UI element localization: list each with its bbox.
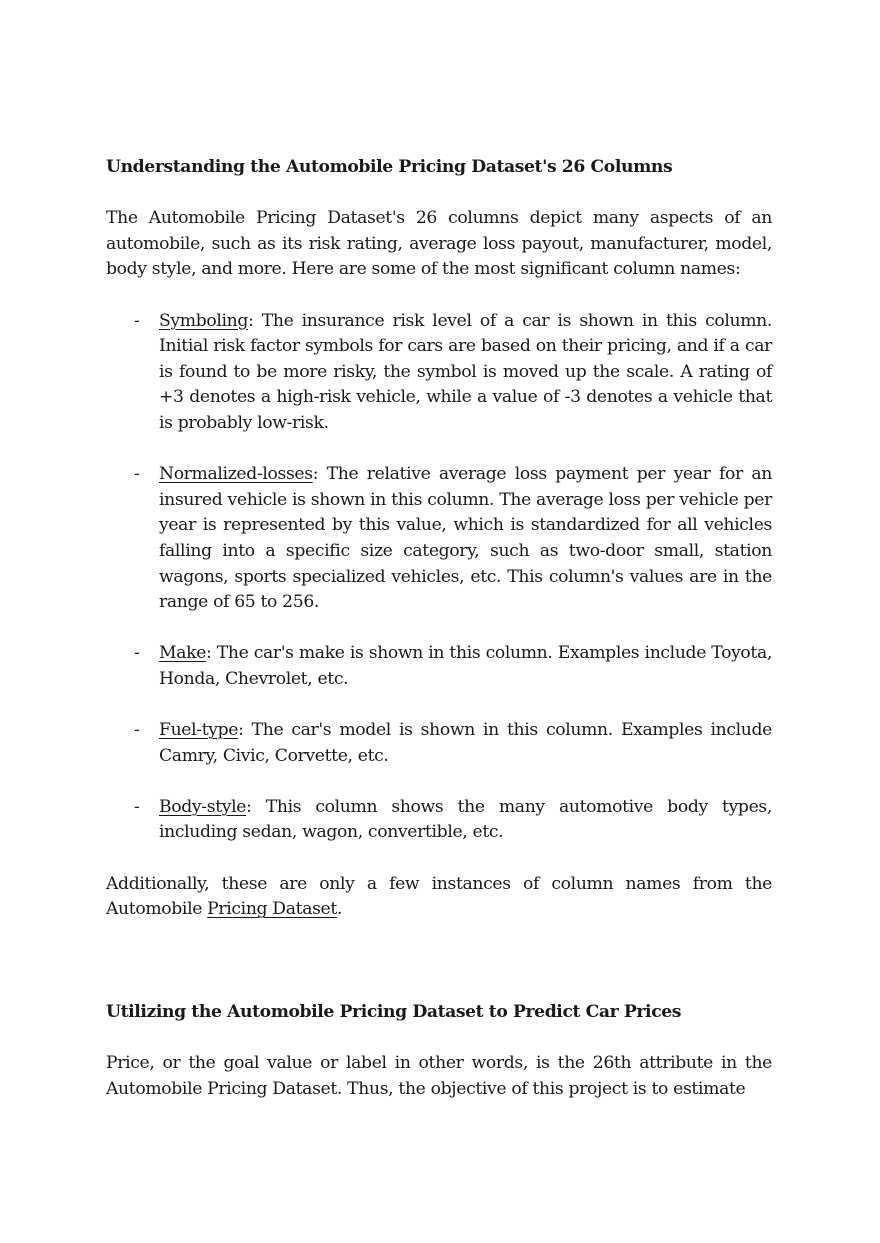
- column-term-link[interactable]: Make: [159, 643, 207, 664]
- bullet-dash: -: [134, 720, 140, 741]
- list-item: [106, 641, 772, 692]
- document-page: [106, 155, 772, 1102]
- list-item: [106, 309, 772, 437]
- column-description: : The insurance risk level of a car is shown in this column. Initial risk factor symbols for cars are based on their pricing, and if a car is found to be more risky, the symbol is moved up the scale. A rating of +3 denotes a high-risk vehicle, while a value of -3 denotes a vehicle that is probably low-risk.: [159, 310, 772, 433]
- predict-paragraph: Price, or the goal value or label in other words, is the 26th attribute in the Automobile Pricing Dataset. Thus, the objective of this project is to estimate: [106, 1053, 772, 1099]
- section-gap: [106, 923, 772, 1000]
- column-description: : The relative average loss payment per year for an insured vehicle is shown in this column. The average loss per vehicle per year is represented by this value, which is standardized for all vehicles falling into a specific size category, such as two-door small, station wagons, sports specialized vehicles, etc. This column's values are in the range of 65 to 256.: [159, 464, 772, 613]
- list-spacer: [106, 616, 772, 642]
- column-term-link[interactable]: Symboling: [159, 310, 249, 331]
- column-description: : The car's make is shown in this column. Examples include Toyota, Honda, Chevrolet, etc.: [159, 643, 772, 689]
- section-heading-predict: Utilizing the Automobile Pricing Dataset to Predict Car Prices: [106, 1001, 682, 1022]
- closing-period: .: [336, 899, 343, 920]
- column-term-link[interactable]: Body-style: [159, 796, 247, 817]
- list-item: [106, 795, 772, 846]
- column-term-link[interactable]: Fuel-type: [159, 720, 239, 741]
- list-spacer: [106, 437, 772, 463]
- bullet-dash: -: [134, 643, 140, 664]
- pricing-dataset-link[interactable]: Pricing Dataset: [207, 899, 337, 920]
- list-spacer: [106, 692, 772, 718]
- intro-paragraph: The Automobile Pricing Dataset's 26 columns depict many aspects of an automobile, such as its risk rating, average loss payout, manufacturer, model, body style, and more. Here are some of the most significant column names:: [106, 208, 772, 280]
- bullet-dash: -: [134, 310, 140, 331]
- closing-paragraph: [106, 872, 772, 923]
- column-description: : The car's model is shown in this column. Examples include Camry, Civic, Corvette, etc.: [159, 720, 772, 766]
- section-heading-columns: Understanding the Automobile Pricing Dataset's 26 Columns: [106, 157, 673, 177]
- list-spacer: [106, 769, 772, 795]
- bullet-dash: -: [134, 464, 140, 485]
- list-item: [106, 718, 772, 769]
- bullet-dash: -: [134, 796, 140, 817]
- column-list: [106, 309, 772, 846]
- closing-text: Additionally, these are only a few instances of column names from the Automobile: [106, 873, 772, 920]
- column-description: : This column shows the many automotive body types, including sedan, wagon, convertible, etc.: [159, 796, 772, 843]
- column-term-link[interactable]: Normalized-losses: [159, 464, 313, 485]
- list-item: [106, 462, 772, 616]
